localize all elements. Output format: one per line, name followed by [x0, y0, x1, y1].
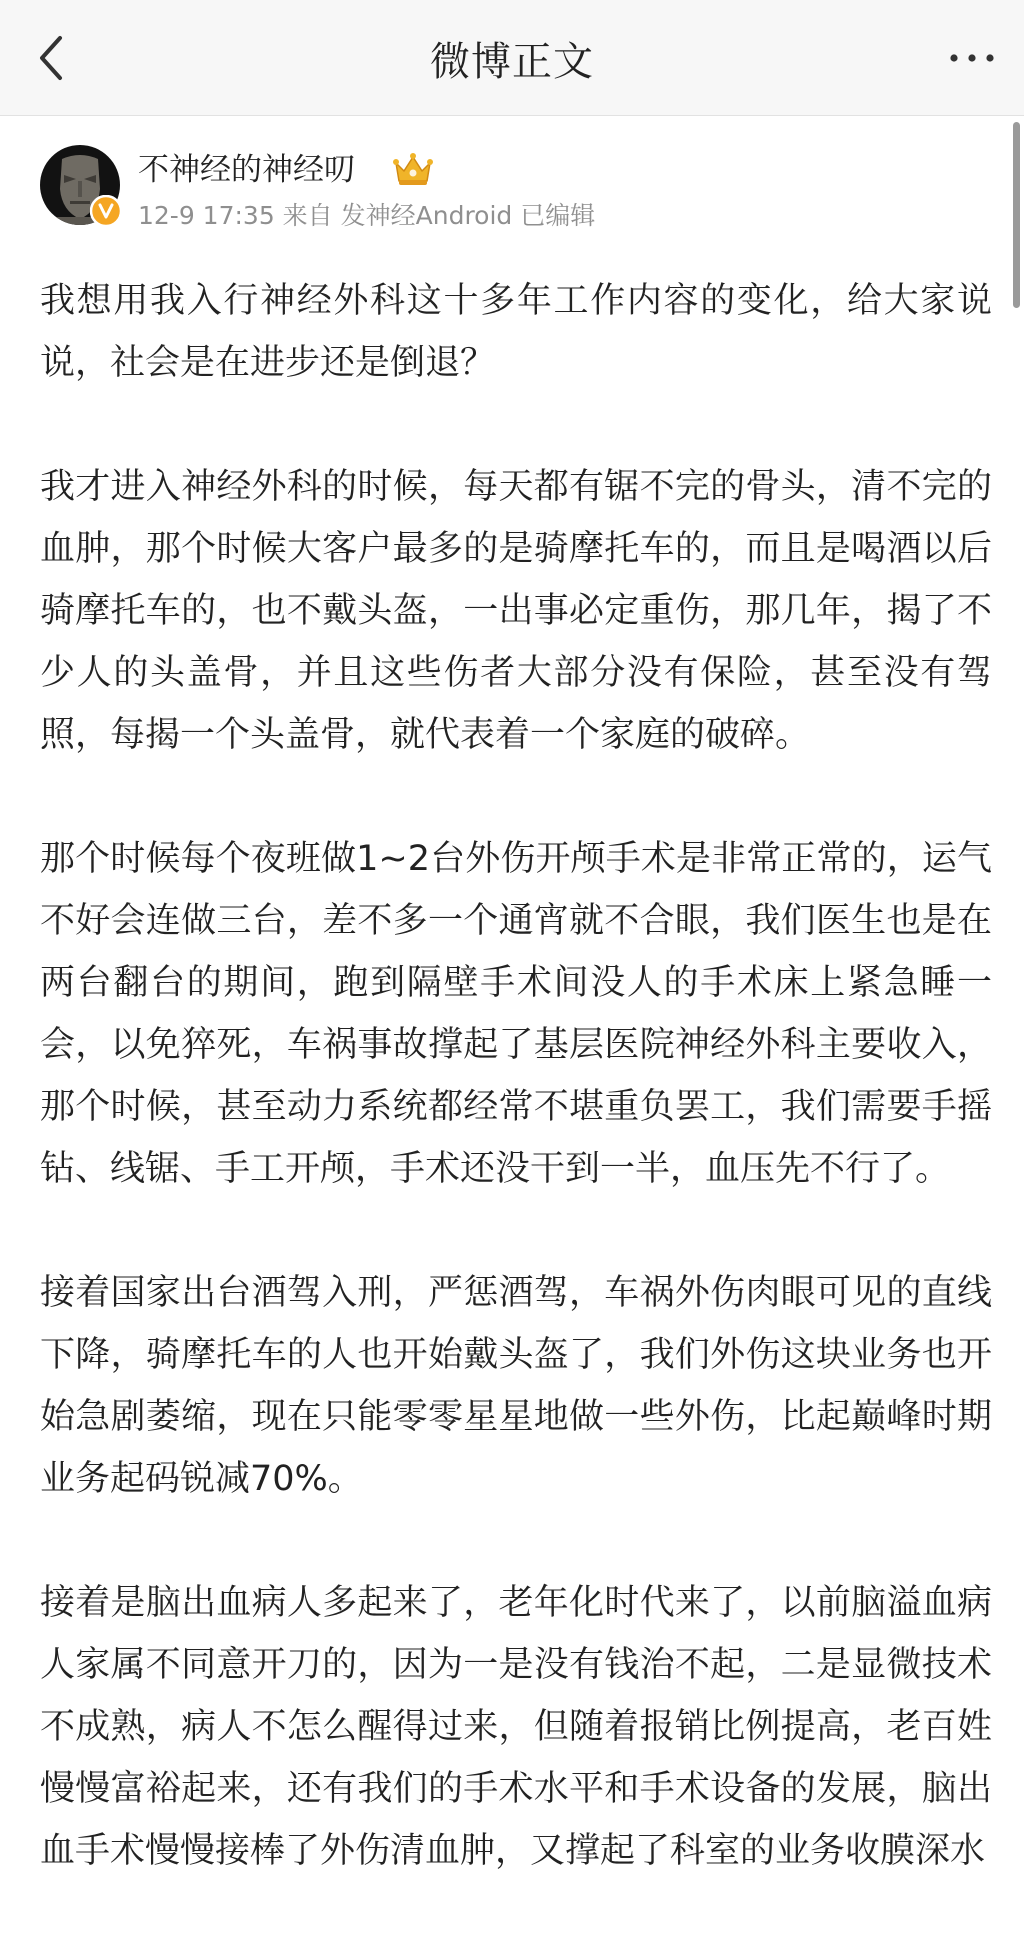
verified-v-icon: [90, 195, 122, 227]
post-paragraph: 我想用我入行神经外科这十多年工作内容的变化，给大家说说，社会是在进步还是倒退？: [40, 281, 992, 383]
more-button[interactable]: [942, 40, 1002, 76]
avatar[interactable]: [40, 145, 120, 225]
post-paragraph: 接着是脑出血病人多起来了，老年化时代来了，以前脑溢血病人家属不同意开刀的，因为一是没有钱治不起，二是显微技术不成熟，病人不怎么醒得过来，但随着报销比例提高，老百姓慢慢富裕起来，还有我们的手术水平和手术设备的发展，脑出血手术慢慢接棒了外伤清血肿，又撑起了科室的业务收膜深水: [40, 1583, 992, 1871]
post-paragraph: 接着国家出台酒驾入刑，严惩酒驾，车祸外伤肉眼可见的直线下降，骑摩托车的人也开始戴头盔了，我们外伤这块业务也开始急剧萎缩，现在只能零零星星地做一些外伤，比起巅峰时期业务起码锐减70%。: [40, 1273, 992, 1499]
post-paragraph: 我才进入神经外科的时候，每天都有锯不完的骨头，清不完的血肿，那个时候大客户最多的是骑摩托车的，而且是喝酒以后骑摩托车的，也不戴头盔，一出事必定重伤，那几年，揭了不少人的头盖骨，并且这些伤者大部分没有保险，甚至没有驾照，每揭一个头盖骨，就代表着一个家庭的破碎。: [40, 467, 992, 755]
more-horizontal-icon: [942, 40, 1002, 76]
author-name[interactable]: 不神经的神经叨: [138, 152, 355, 188]
post-meta: 12-9 17:35 来自 发神经Android 已编辑: [138, 201, 596, 230]
navigation-bar: [0, 0, 1024, 116]
author-header: [40, 145, 940, 235]
page-title: 微博正文: [430, 39, 594, 85]
post-paragraph: 那个时候每个夜班做1~2台外伤开颅手术是非常正常的，运气不好会连做三台，差不多一个通宵就不合眼，我们医生也是在两台翻台的期间，跑到隔壁手术间没人的手术床上紧急睡一会，以免猝死，车祸事故撑起了基层医院神经外科主要收入，那个时候，甚至动力系统都经常不堪重负罢工，我们需要手摇钻、线锯、手工开颅，手术还没干到一半，血压先不行了。: [40, 839, 992, 1189]
scrollbar[interactable]: [1013, 122, 1020, 308]
crown-icon[interactable]: [390, 149, 436, 189]
post-body: [40, 270, 992, 1944]
